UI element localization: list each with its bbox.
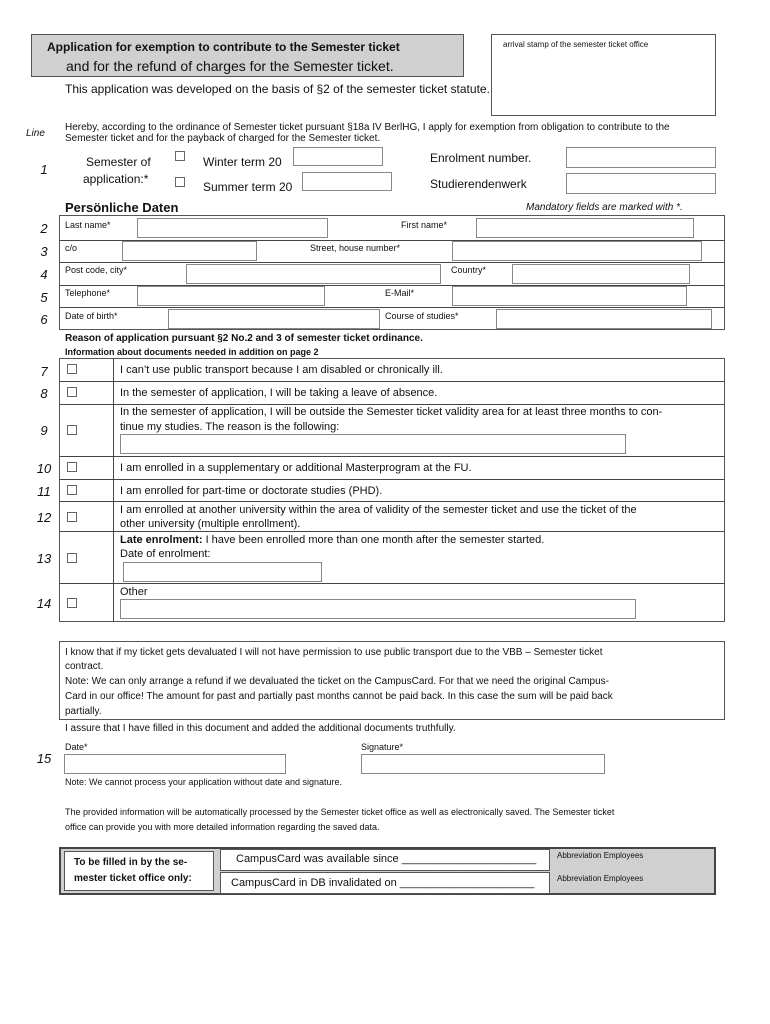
reason-13-date-input[interactable] (123, 562, 322, 582)
enrolment-label: Enrolment number. (430, 151, 532, 165)
country-input[interactable] (512, 264, 690, 284)
reason-10-text: I am enrolled in a supplementary or additional Masterprogram at the FU. (120, 462, 472, 474)
reason-13-date-label: Date of enrolment: (120, 548, 211, 560)
line-number-9: 9 (40, 423, 48, 438)
reason-13-bold: Late enrolment: (120, 534, 203, 546)
notice-line-5: partially. (65, 706, 102, 717)
winter-year-input[interactable] (293, 147, 383, 166)
reason-11-text: I am enrolled for part-time or doctorate studies (PHD). (120, 485, 383, 497)
summer-checkbox[interactable] (175, 177, 185, 187)
line-number-1: 1 (40, 162, 48, 177)
sign-note: Note: We cannot process your application without date and signature. (65, 777, 343, 787)
reason-14-input[interactable] (120, 599, 636, 619)
notice-line-1: I know that if my ticket gets devaluated I will not have permission to use public transport due to the VBB – Semester ticket (65, 647, 603, 658)
line-number-3: 3 (40, 244, 48, 259)
processing-line-1: The provided information will be automatically processed by the Semester ticket office as well as electronically saved. The Semester ticket (65, 807, 615, 817)
email-input[interactable] (452, 286, 687, 306)
postcode-label: Post code, city* (65, 265, 128, 275)
title-line1: Application for exemption to contribute to the Semester ticket (47, 40, 400, 54)
telephone-label: Telephone* (65, 288, 111, 298)
reason-8-checkbox[interactable] (67, 387, 77, 397)
summer-label: Summer term 20 (203, 180, 293, 194)
dob-label: Date of birth* (65, 311, 118, 321)
campus-available-text: CampusCard was available since ______________________ (236, 853, 537, 865)
last-name-label: Last name* (65, 220, 111, 230)
line-number-7: 7 (40, 364, 48, 379)
summer-year-input[interactable] (302, 172, 392, 191)
line-number-13: 13 (36, 551, 52, 566)
reasons-subheading: Information about documents needed in addition on page 2 (65, 347, 319, 357)
signature-label: Signature* (361, 742, 404, 752)
basis-text: This application was developed on the basis of §2 of the semester ticket statute. (65, 82, 490, 96)
semester-label-1: Semester of (86, 155, 151, 169)
office-label-1: To be filled in by the se- (74, 857, 188, 868)
last-name-input[interactable] (137, 218, 328, 238)
line-number-10: 10 (36, 461, 52, 476)
street-input[interactable] (452, 241, 702, 261)
processing-line-2: office can provide you with more detailed information regarding the saved data. (65, 822, 380, 832)
co-label: c/o (65, 243, 78, 253)
date-input[interactable] (64, 754, 286, 774)
semester-label-2: application:* (83, 172, 149, 186)
line-number-6: 6 (40, 312, 48, 327)
reason-7-checkbox[interactable] (67, 364, 77, 374)
reason-14-text: Other (120, 586, 148, 598)
reason-9-text-1: In the semester of application, I will be outside the Semester ticket validity area for at least three months to con- (120, 406, 663, 418)
course-label: Course of studies* (385, 311, 459, 321)
reason-10-checkbox[interactable] (67, 462, 77, 472)
date-label: Date* (65, 742, 88, 752)
telephone-input[interactable] (137, 286, 325, 306)
line-number-12: 12 (36, 510, 52, 525)
abbreviation-1: Abbreviation Employees (557, 851, 644, 860)
reason-9-text-2: tinue my studies. The reason is the following: (120, 421, 340, 433)
line-number-14: 14 (36, 596, 52, 611)
reasons-heading: Reason of application pursuant §2 No.2 and 3 of semester ticket ordinance. (65, 333, 423, 344)
intro-text: Hereby, according to the ordinance of Semester ticket pursuant §18a IV BerlHG, I apply for exemption from obligation to contribute to the Semester ticket and for the payback of charged for the Semester ticket. (65, 122, 670, 144)
reason-12-text-1: I am enrolled at another university within the area of validity of the semester ticket and use the ticket of the (120, 504, 637, 516)
signature-input[interactable] (361, 754, 605, 774)
studierendenwerk-input[interactable] (566, 173, 716, 194)
line-number-11: 11 (37, 484, 51, 499)
abbreviation-2: Abbreviation Employees (557, 874, 644, 883)
reason-12-checkbox[interactable] (67, 512, 77, 522)
reason-8-text: In the semester of application, I will be taking a leave of absence. (120, 387, 438, 399)
course-input[interactable] (496, 309, 712, 329)
reason-13-text (120, 534, 544, 546)
dob-input[interactable] (168, 309, 380, 329)
line-number-2: 2 (40, 221, 48, 236)
assure-text: I assure that I have filled in this document and added the additional documents truthfully. (65, 723, 456, 734)
postcode-input[interactable] (186, 264, 441, 284)
reason-7-text: I can’t use public transport because I am disabled or chronically ill. (120, 364, 443, 376)
winter-checkbox[interactable] (175, 151, 185, 161)
enrolment-input[interactable] (566, 147, 716, 168)
mandatory-note: Mandatory fields are marked with *. (526, 202, 683, 213)
notice-line-4: Card in our office! The amount for past and partially past months cannot be paid back. In this case the sum will be paid back (65, 691, 613, 702)
co-input[interactable] (122, 241, 257, 261)
campus-invalidated-text: CampusCard in DB invalidated on ______________________ (231, 877, 535, 889)
reason-11-checkbox[interactable] (67, 485, 77, 495)
notice-line-2: contract. (65, 661, 104, 672)
office-label-2: mester ticket office only: (74, 873, 192, 884)
studierendenwerk-label: Studierendenwerk (430, 177, 527, 191)
email-label: E-Mail* (385, 288, 415, 298)
line-number-15: 15 (36, 751, 52, 766)
reason-14-checkbox[interactable] (67, 598, 77, 608)
winter-label: Winter term 20 (203, 155, 282, 169)
first-name-input[interactable] (476, 218, 694, 238)
reason-13-rest: I have been enrolled more than one month after the semester started. (202, 534, 545, 546)
country-label: Country* (451, 265, 487, 275)
line-number-4: 4 (40, 267, 48, 282)
street-label: Street, house number* (310, 243, 401, 253)
reason-12-text-2: other university (multiple enrollment). (120, 518, 301, 530)
personal-heading: Persönliche Daten (65, 200, 179, 215)
line-number-8: 8 (40, 386, 48, 401)
reason-9-input[interactable] (120, 434, 626, 454)
line-number-5: 5 (40, 290, 48, 305)
reason-13-checkbox[interactable] (67, 553, 77, 563)
title-line2: and for the refund of charges for the Semester ticket. (66, 58, 394, 74)
first-name-label: First name* (401, 220, 448, 230)
line-label: Line (26, 128, 45, 139)
notice-line-3: Note: We can only arrange a refund if we devaluated the ticket on the CampusCard. For that we need the original Campus- (65, 676, 610, 687)
stamp-label: arrival stamp of the semester ticket office (503, 40, 649, 49)
reason-9-checkbox[interactable] (67, 425, 77, 435)
